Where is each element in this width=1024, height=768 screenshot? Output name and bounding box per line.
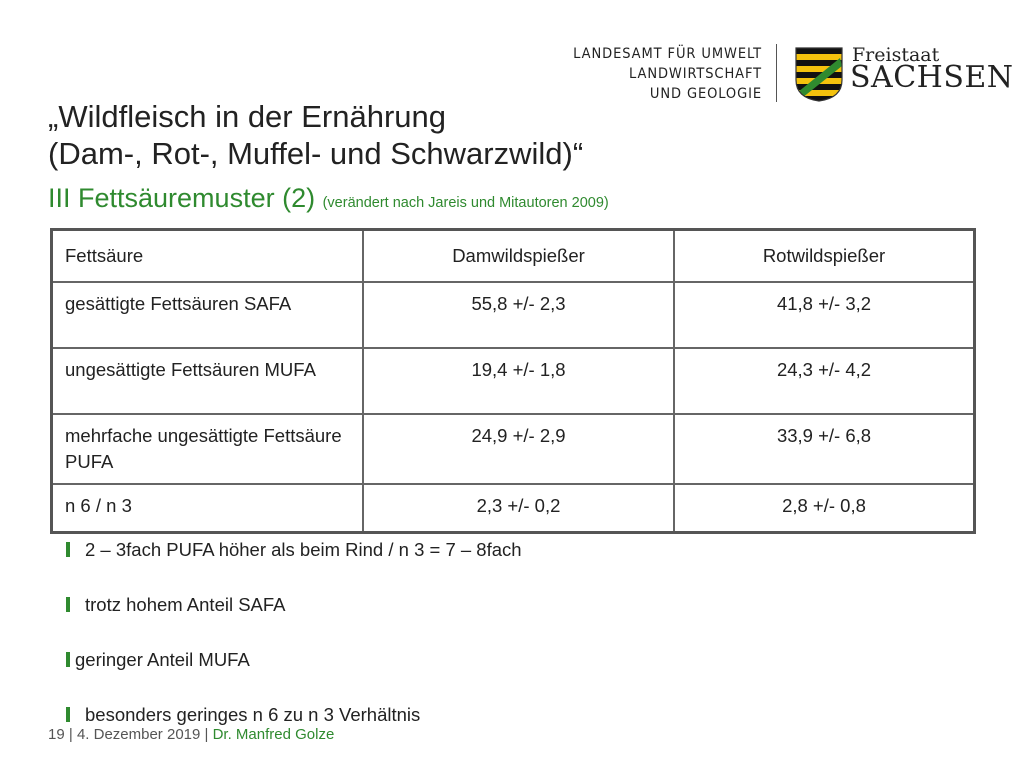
cell-rot: 24,3 +/- 4,2 bbox=[674, 348, 975, 414]
logo-divider bbox=[776, 44, 777, 102]
state-name-line-1: Freistaat bbox=[852, 44, 940, 66]
header-fettsaeure: Fettsäure bbox=[52, 230, 364, 283]
slide-title-line-2: (Dam-, Rot-, Muffel- und Schwarzwild)“ bbox=[48, 136, 584, 171]
slide-title bbox=[48, 98, 583, 172]
agency-line-1: LANDESAMT FÜR UMWELT bbox=[573, 46, 762, 62]
bullet-list bbox=[66, 536, 522, 756]
bullet-text: besonders geringes n 6 zu n 3 Verhältnis bbox=[85, 704, 421, 725]
cell-dam: 55,8 +/- 2,3 bbox=[363, 282, 674, 348]
bullet-bar-icon bbox=[66, 542, 70, 557]
bullet-bar-icon bbox=[66, 597, 70, 612]
cell-dam: 2,3 +/- 0,2 bbox=[363, 484, 674, 533]
bullet-bar-icon bbox=[66, 707, 70, 722]
bullet-text: geringer Anteil MUFA bbox=[75, 649, 250, 670]
cell-dam: 24,9 +/- 2,9 bbox=[363, 414, 674, 484]
list-item bbox=[66, 646, 522, 701]
subtitle-text: III Fettsäuremuster (2) bbox=[48, 183, 316, 213]
source-note: (verändert nach Jareis und Mitautoren 2009) bbox=[322, 195, 609, 211]
table-row bbox=[52, 484, 975, 533]
slide-title-line-1: „Wildfleisch in der Ernährung bbox=[48, 99, 447, 134]
bullet-bar-icon bbox=[66, 652, 70, 667]
cell-rot: 41,8 +/- 3,2 bbox=[674, 282, 975, 348]
bullet-text: 2 – 3fach PUFA höher als beim Rind / n 3 = 7 – 8fach bbox=[85, 539, 522, 560]
row-label: n 6 / n 3 bbox=[52, 484, 364, 533]
agency-line-3: UND GEOLOGIE bbox=[649, 86, 762, 102]
state-name-line-2: SACHSEN bbox=[850, 60, 1014, 95]
footer-author: Dr. Manfred Golze bbox=[212, 726, 335, 743]
table-header-row bbox=[52, 230, 975, 283]
bullet-text: trotz hohem Anteil SAFA bbox=[85, 594, 286, 615]
footer-separator: | bbox=[68, 726, 73, 743]
footer-date: 4. Dezember 2019 bbox=[76, 726, 201, 743]
saxony-coat-of-arms-icon bbox=[794, 46, 844, 102]
table-row bbox=[52, 282, 975, 348]
cell-rot: 2,8 +/- 0,8 bbox=[674, 484, 975, 533]
page-number: 19 bbox=[48, 726, 65, 743]
header-damwild: Damwildspießer bbox=[363, 230, 674, 283]
cell-rot: 33,9 +/- 6,8 bbox=[674, 414, 975, 484]
table-row bbox=[52, 348, 975, 414]
fatty-acid-table bbox=[50, 228, 976, 534]
table-row bbox=[52, 414, 975, 484]
list-item bbox=[66, 591, 522, 646]
agency-line-2: LANDWIRTSCHAFT bbox=[629, 66, 762, 82]
row-label: mehrfache ungesättigte Fettsäure PUFA bbox=[52, 414, 364, 484]
slide-footer bbox=[48, 726, 334, 743]
footer-separator: | bbox=[204, 726, 209, 743]
row-label: ungesättigte Fettsäuren MUFA bbox=[52, 348, 364, 414]
agency-logo-text bbox=[573, 44, 762, 104]
cell-dam: 19,4 +/- 1,8 bbox=[363, 348, 674, 414]
header-rotwild: Rotwildspießer bbox=[674, 230, 975, 283]
slide-subtitle bbox=[48, 183, 609, 214]
list-item bbox=[66, 536, 522, 591]
row-label: gesättigte Fettsäuren SAFA bbox=[52, 282, 364, 348]
